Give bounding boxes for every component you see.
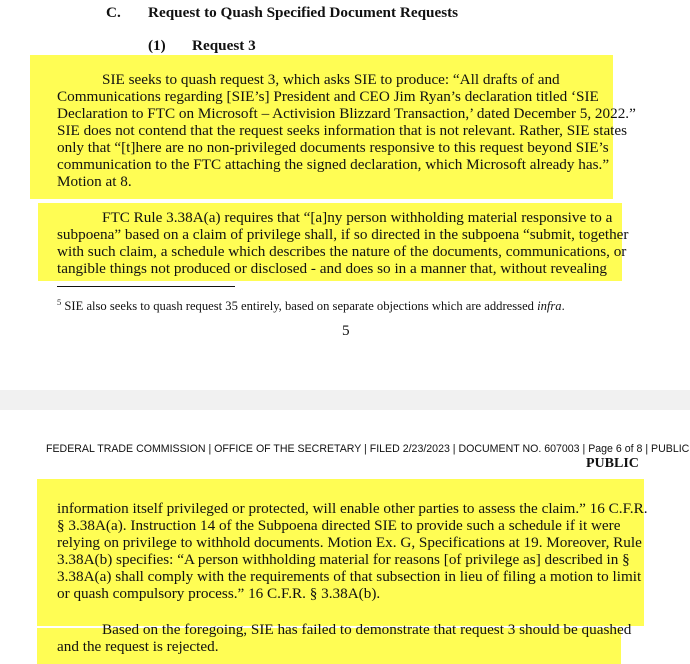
- text-line: 3.38A(b) specifies: “A person withholding material for reasons [of privilege as] described in §: [57, 551, 630, 568]
- text-line: Motion at 8.: [57, 173, 132, 190]
- text-line: information itself privileged or protected, will enable other parties to assess the claim.” 16 C.F.R.: [57, 500, 648, 517]
- text-line: SIE does not contend that the request seeks information that is not relevant. Rather, SIE states: [57, 122, 628, 139]
- text-line: and the request is rejected.: [57, 638, 219, 655]
- document-page-6: [0, 410, 690, 664]
- text-line: Declaration to FTC on Microsoft – Activision Blizzard Transaction,’ dated December 5, 2022.”: [57, 105, 636, 122]
- text-line: Communications regarding [SIE’s] President and CEO Jim Ryan’s declaration titled ‘SIE: [57, 88, 599, 105]
- section-label: C.: [106, 4, 121, 21]
- text-line: FTC Rule 3.38A(a) requires that “[a]ny person withholding material responsive to a: [102, 209, 613, 226]
- footnote-end: .: [561, 299, 565, 314]
- filing-header: FEDERAL TRADE COMMISSION | OFFICE OF THE SECRETARY | FILED 2/23/2023 | DOCUMENT NO. 607003 | Page 6 of 8 | PUBLIC: [46, 443, 690, 455]
- subsection-label: (1): [148, 37, 166, 54]
- subsection-title: Request 3: [192, 37, 256, 54]
- public-stamp: PUBLIC: [586, 456, 639, 471]
- section-title: Request to Quash Specified Document Requests: [148, 4, 459, 21]
- text-line: with such claim, a schedule which describes the nature of the documents, communications, or: [57, 243, 627, 260]
- text-line: or quash compulsory process.” 16 C.F.R. § 3.38A(b).: [57, 585, 381, 602]
- text-line: Based on the foregoing, SIE has failed to demonstrate that request 3 should be quashed: [102, 621, 632, 638]
- footnote-italic: infra: [537, 299, 562, 314]
- text-line: 3.38A(a) shall comply with the requirements of that subsection in lieu of filing a motion to limit: [57, 568, 642, 585]
- footnote-marker: 5: [57, 297, 62, 307]
- text-line: relying on privilege to withhold documents. Motion Ex. G, Specifications at 19. Moreover, Rule: [57, 534, 642, 551]
- text-line: subpoena” based on a claim of privilege shall, if so directed in the subpoena “submit, together: [57, 226, 629, 243]
- text-line: tangible things not produced or disclosed - and does so in a manner that, without revealing: [57, 260, 607, 277]
- footnote-text: SIE also seeks to quash request 35 entirely, based on separate objections which are addressed: [61, 299, 538, 314]
- text-line: § 3.38A(a). Instruction 14 of the Subpoena directed SIE to provide such a schedule if it were: [57, 517, 621, 534]
- footnote: [57, 295, 565, 313]
- text-line: communication to the FTC attaching the signed declaration, which Microsoft already has.”: [57, 156, 610, 173]
- footnote-rule: [57, 286, 235, 287]
- text-line: SIE seeks to quash request 3, which asks SIE to produce: “All drafts of and: [102, 71, 560, 88]
- page-number: 5: [342, 322, 350, 339]
- text-line: only that “[t]here are no non-privileged documents responsive to this request beyond SIE’s: [57, 139, 609, 156]
